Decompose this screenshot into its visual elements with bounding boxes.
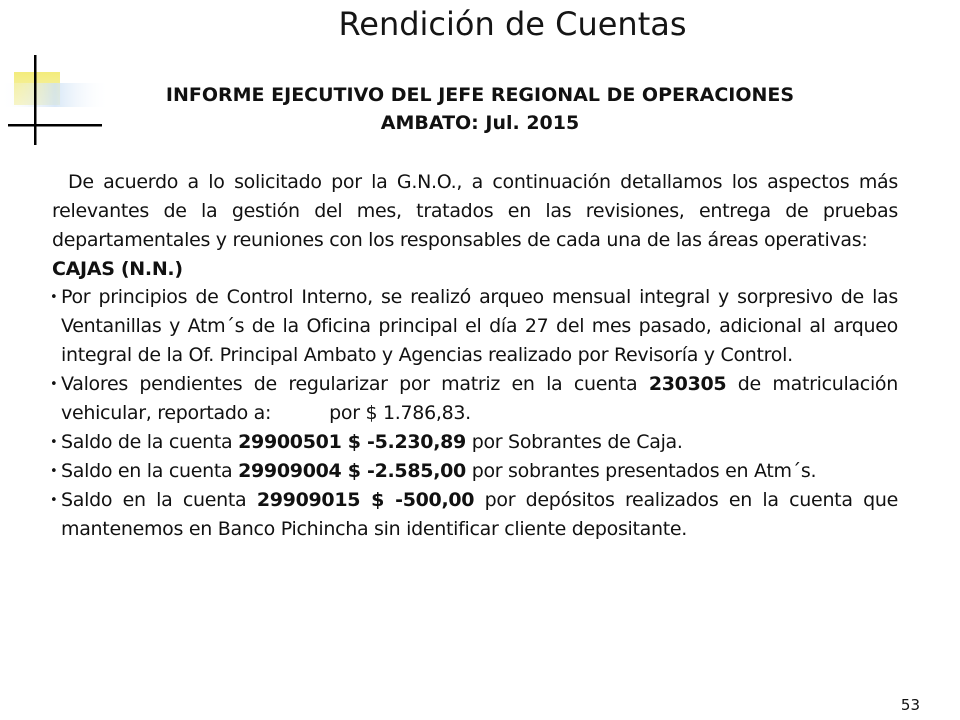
report-heading: INFORME EJECUTIVO DEL JEFE REGIONAL DE OPERACIONES bbox=[165, 84, 795, 106]
bullet-text: Saldo en la cuenta bbox=[61, 489, 257, 511]
bullet-list bbox=[52, 283, 898, 544]
bullet-text: por sobrantes presentados en Atm´s. bbox=[465, 460, 817, 482]
list-item bbox=[52, 457, 898, 486]
bullet-text: Saldo en la cuenta bbox=[61, 460, 239, 482]
bullet-text: Por principios de Control Interno, se realizó arqueo mensual integral y sorpresivo de las Ventanillas y Atm´s de la Oficina principal el día 27 del mes pasado, adicional al arqueo integral de la Of. Principal Ambato y Agencias realizado por Revisoría y Control. bbox=[61, 286, 898, 366]
report-location-date: AMBATO: Jul. 2015 bbox=[380, 112, 580, 134]
account-number: 230305 bbox=[648, 373, 727, 395]
page-number: 53 bbox=[900, 696, 920, 714]
list-item bbox=[52, 428, 898, 457]
account-balance: 29909004 $ -2.585,00 bbox=[238, 460, 466, 482]
section-heading: CAJAS (N.N.) bbox=[52, 258, 183, 280]
bullet-text: de matriculación vehicular, reportado a: bbox=[61, 373, 898, 424]
intro-paragraph: De acuerdo a lo solicitado por la G.N.O., a continuación detallamos los aspectos más relevantes de la gestión del mes, tratados en las revisiones, entrega de pruebas departamentales y reuniones con los responsables de cada una de las áreas operativas: bbox=[52, 171, 898, 251]
bullet-text: por Sobrantes de Caja. bbox=[465, 431, 683, 453]
bullet-text: por $ 1.786,83. bbox=[329, 402, 471, 424]
list-item bbox=[52, 370, 898, 428]
report-body bbox=[52, 168, 898, 544]
list-item bbox=[52, 486, 898, 544]
slide-title: Rendición de Cuentas bbox=[338, 5, 687, 43]
account-balance: 29909015 $ -500,00 bbox=[256, 489, 475, 511]
account-balance: 29900501 $ -5.230,89 bbox=[238, 431, 466, 453]
bullet-text: por depósitos realizados en la cuenta que mantenemos en Banco Pichincha sin identificar cliente depositante. bbox=[61, 489, 898, 540]
list-item bbox=[52, 283, 898, 370]
bullet-text: Saldo de la cuenta bbox=[61, 431, 239, 453]
bullet-text: Valores pendientes de regularizar por matriz en la cuenta bbox=[61, 373, 649, 395]
